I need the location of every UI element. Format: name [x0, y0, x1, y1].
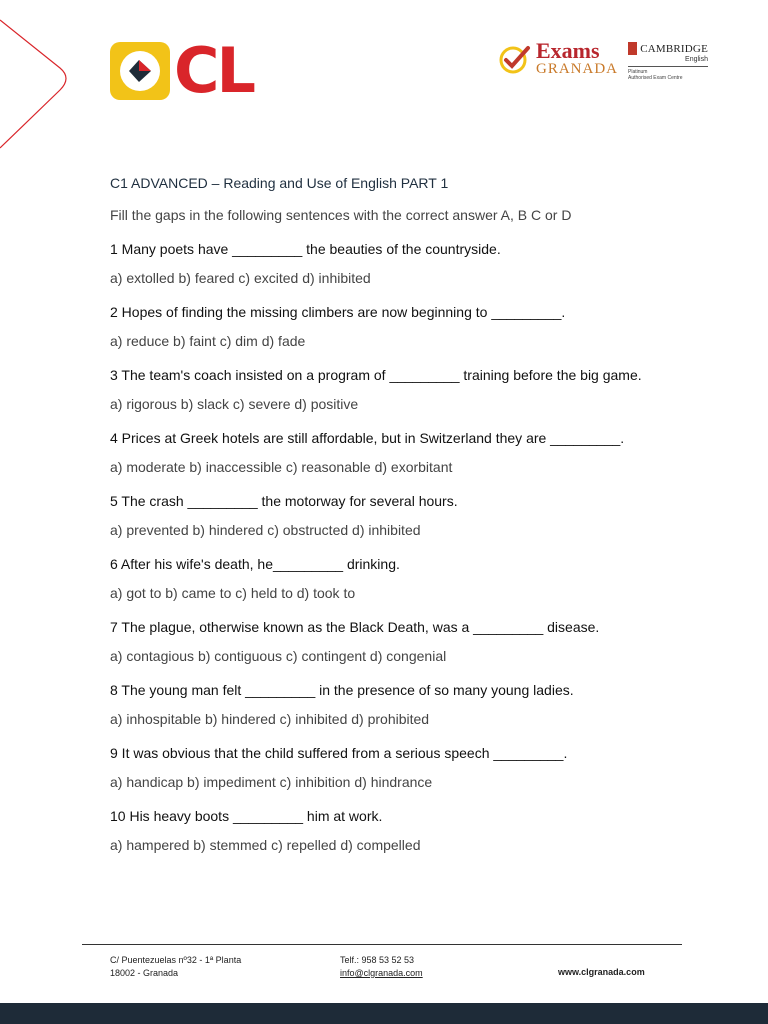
cambridge-centre: Authorised Exam Centre [628, 75, 683, 81]
email-link[interactable]: info@clgranada.com [340, 968, 423, 978]
footer-contact [340, 954, 423, 980]
exams-word: Exams [536, 38, 600, 63]
arrow-icon [125, 56, 155, 86]
question-5: 5 The crash _________ the motorway for several hours. [110, 493, 458, 509]
question-1: 1 Many poets have _________ the beauties of the countryside. [110, 241, 501, 257]
question-3: 3 The team's coach insisted on a program of _________ training before the big game. [110, 367, 642, 383]
document-title: C1 ADVANCED – Reading and Use of English PART 1 [110, 175, 449, 191]
shield-icon [628, 42, 637, 55]
checkmark-icon [498, 44, 532, 74]
options-4: a) moderate b) inaccessible c) reasonable d) exorbitant [110, 459, 453, 475]
phone-number: Telf.: 958 53 52 53 [340, 955, 415, 965]
options-5: a) prevented b) hindered c) obstructed d) inhibited [110, 522, 421, 538]
question-8: 8 The young man felt _________ in the presence of so many young ladies. [110, 682, 574, 698]
decorative-corner-arc [0, 0, 80, 160]
options-1: a) extolled b) feared c) excited d) inhibited [110, 270, 371, 286]
options-8: a) inhospitable b) hindered c) inhibited d) prohibited [110, 711, 430, 727]
options-6: a) got to b) came to c) held to d) took to [110, 585, 356, 601]
cl-logo [110, 34, 254, 107]
options-2: a) reduce b) faint c) dim d) fade [110, 333, 306, 349]
question-2: 2 Hopes of finding the missing climbers are now beginning to _________. [110, 304, 566, 320]
granada-word: GRANADA [536, 61, 618, 77]
cambridge-platinum: Platinum [628, 69, 648, 75]
options-3: a) rigorous b) slack c) severe d) positive [110, 396, 359, 412]
cl-logo-text: CL [174, 34, 254, 107]
instructions: Fill the gaps in the following sentences with the correct answer A, B C or D [110, 207, 572, 223]
cambridge-logo [628, 42, 708, 81]
address-line-2: 18002 - Granada [110, 968, 179, 978]
cambridge-title: CAMBRIDGE [640, 42, 708, 55]
website-link[interactable]: www.clgranada.com [558, 967, 645, 977]
cl-logo-mark [110, 42, 170, 100]
question-4: 4 Prices at Greek hotels are still affordable, but in Switzerland they are _________. [110, 430, 625, 446]
question-9: 9 It was obvious that the child suffered from a serious speech _________. [110, 745, 568, 761]
address-line-1: C/ Puentezuelas nº32 - 1ª Planta [110, 955, 242, 965]
question-6: 6 After his wife's death, he_________ drinking. [110, 556, 400, 572]
divider [628, 66, 708, 67]
question-10: 10 His heavy boots _________ him at work. [110, 808, 383, 824]
worksheet-content [110, 174, 670, 868]
footer-divider [82, 944, 682, 945]
exams-granada-logo [498, 40, 618, 77]
options-9: a) handicap b) impediment c) inhibition d) hindrance [110, 774, 433, 790]
options-7: a) contagious b) contiguous c) contingent d) congenial [110, 648, 447, 664]
cambridge-subtitle: English [685, 56, 708, 63]
question-7: 7 The plague, otherwise known as the Black Death, was a _________ disease. [110, 619, 600, 635]
footer-bar [0, 1003, 768, 1024]
footer-address [110, 954, 241, 980]
options-10: a) hampered b) stemmed c) repelled d) compelled [110, 837, 421, 853]
